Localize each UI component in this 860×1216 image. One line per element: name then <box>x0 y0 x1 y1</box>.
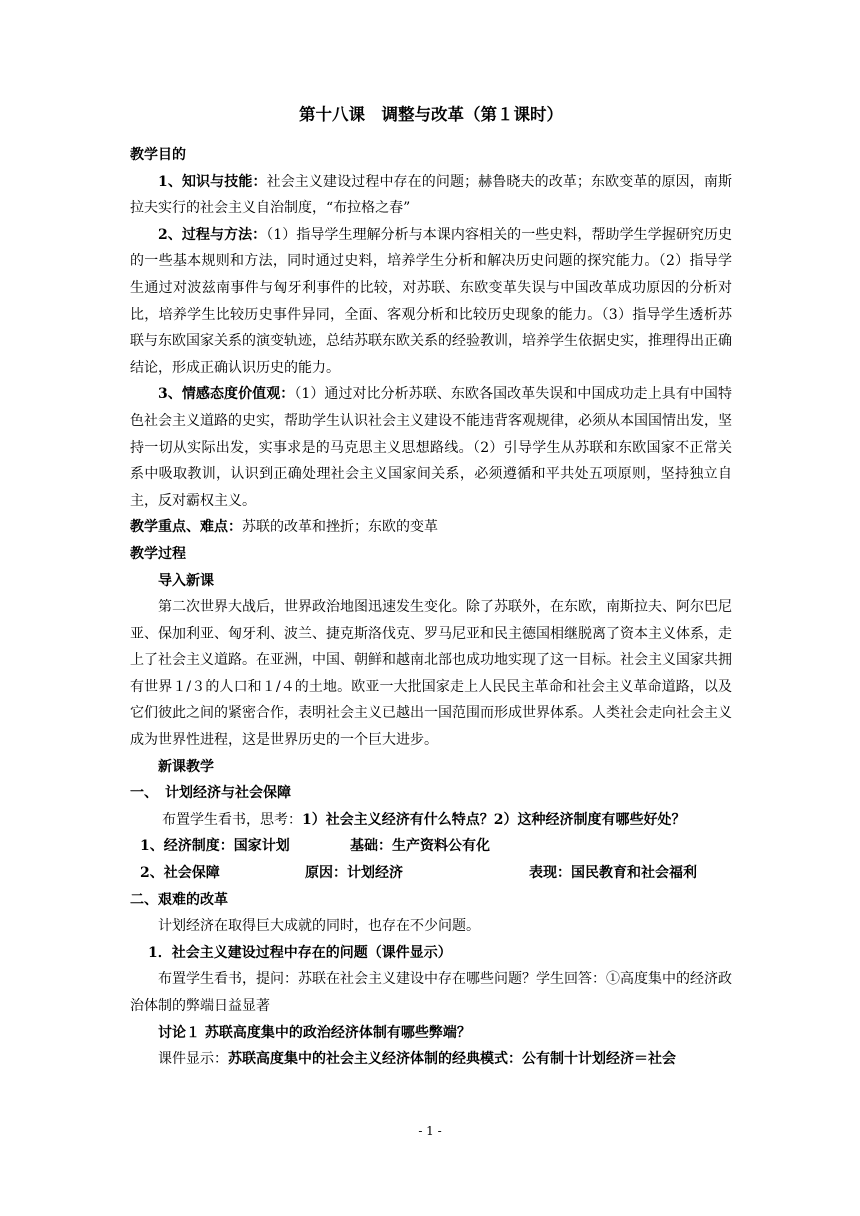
page-number: - 1 - <box>418 1124 442 1138</box>
objective-knowledge <box>130 169 732 222</box>
intro-text: 第二次世界大战后，世界政治地图迅速发生变化。除了苏联外，在东欧，南斯拉夫、阿尔巴尼亚、保加利亚、匈牙利、波兰、捷克斯洛伐克、罗马尼亚和民主德国相继脱离了资本主义体系，走上了社会主义道路。在亚洲，中国、朝鲜和越南北部也成功地实现了这一目标。社会主义国家共拥有世界１/３的人口和１/４的土地。欧亚一大批国家走上人民民主革命和社会主义革命道路，以及它们彼此之间的紧密合作，表明社会主义已越出一国范围而形成世界体系。人类社会走向社会主义成为世界性进程，这是世界历史的一个巨大进步。 <box>130 599 732 749</box>
social-security-row <box>130 860 732 887</box>
slide-display-plain: 课件显示： <box>158 1051 228 1068</box>
key-points-text: 苏联的改革和挫折；东欧的变革 <box>242 519 438 536</box>
process-heading: 教学过程 <box>130 545 186 562</box>
social-security-cell: 2、社会保障 <box>140 865 220 882</box>
lesson-title: 第十八课 调整与改革（第１课时） <box>299 105 563 124</box>
economic-basis-cell: 基础：生产资料公有化 <box>350 838 490 855</box>
new-lesson-heading: 新课教学 <box>158 758 214 775</box>
discussion-1: 讨论１ 苏联高度集中的政治经济体制有哪些弊端？ <box>158 1024 471 1041</box>
social-security-manifest-cell: 表现：国民教育和社会福利 <box>529 865 697 882</box>
document-body <box>130 102 732 1073</box>
objectives-heading: 教学目的 <box>130 147 186 163</box>
section1-prompt-plain: 布置学生看书，思考： <box>162 811 302 828</box>
section1-prompt <box>130 807 732 834</box>
objective-process-text: （1）指导学生理解分析与本课内容相关的一些史料，帮助学生学握研究历史的一些基本规则和方法，同时通过史料，培养学生分析和解决历史问题的探究能力。（2）指导学生通过对波兹南事件与匈牙利事件的比较，对苏联、东欧变革失误与中国改革成功原因的分析对比，培养学生比较历史事件异同，全面、客观分析和比较历史现象的能力。（3）指导学生透析苏联与东欧国家关系的演变轨迹，总结苏联东欧关系的经验教训，培养学生依据史实，推理得出正确结论，形成正确认识历史的能力。 <box>130 226 732 376</box>
slide-display-bold: 苏联高度集中的社会主义经济体制的经典模式：公有制十计划经济＝社会 <box>228 1051 676 1068</box>
section1-heading: 一、 计划经济与社会保障 <box>130 785 291 802</box>
key-points-label: 教学重点、难点： <box>130 519 242 536</box>
key-points <box>130 514 732 541</box>
objective-process <box>130 222 732 382</box>
economic-system-row <box>130 833 732 860</box>
objective-process-label: 2、过程与方法： <box>158 226 267 243</box>
objective-values-text: （1）通过对比分析苏联、东欧各国改革失误和中国成功走上具有中国特色社会主义道路的史实，帮助学生认识社会主义建设不能违背客观规律，必须从本国国情出发，坚持一切从实际出发，实事求是的马克思主义思想路线。（2）引导学生从苏联和东欧国家不正常关系中吸取教训，认识到正确处理社会主义国家间关系，必须遵循和平共处五项原则，坚持独立自主，反对霸权主义。 <box>130 386 732 509</box>
section2-heading: 二、艰难的改革 <box>130 891 228 908</box>
intro-heading: 导入新课 <box>158 572 214 589</box>
objective-knowledge-text: 社会主义建设过程中存在的问题；赫鲁晓夫的改革；东欧变革的原因，南斯拉夫实行的社会主义自治制度，“布拉格之春” <box>130 173 732 217</box>
section2-sub1-heading: 1．社会主义建设过程中存在的问题（课件显示） <box>148 944 452 961</box>
social-security-cause-cell: 原因：计划经济 <box>305 865 403 882</box>
economic-system-cell: 1、经济制度：国家计划 <box>140 838 290 855</box>
section1-prompt-bold: 1）社会主义经济有什么特点？2）这种经济制度有哪些好处？ <box>302 811 686 828</box>
objective-values <box>130 381 732 514</box>
section2-lead: 计划经济在取得巨大成就的同时，也存在不少问题。 <box>158 918 480 935</box>
objective-values-label: 3、情感态度价值观： <box>158 386 295 403</box>
objective-knowledge-label: 1、知识与技能： <box>158 173 267 190</box>
slide-display <box>130 1046 732 1073</box>
section2-sub1-text: 布置学生看书，提问：苏联在社会主义建设中存在哪些问题？学生回答：①高度集中的经济政治体制的弊端日益显著 <box>130 971 732 1014</box>
